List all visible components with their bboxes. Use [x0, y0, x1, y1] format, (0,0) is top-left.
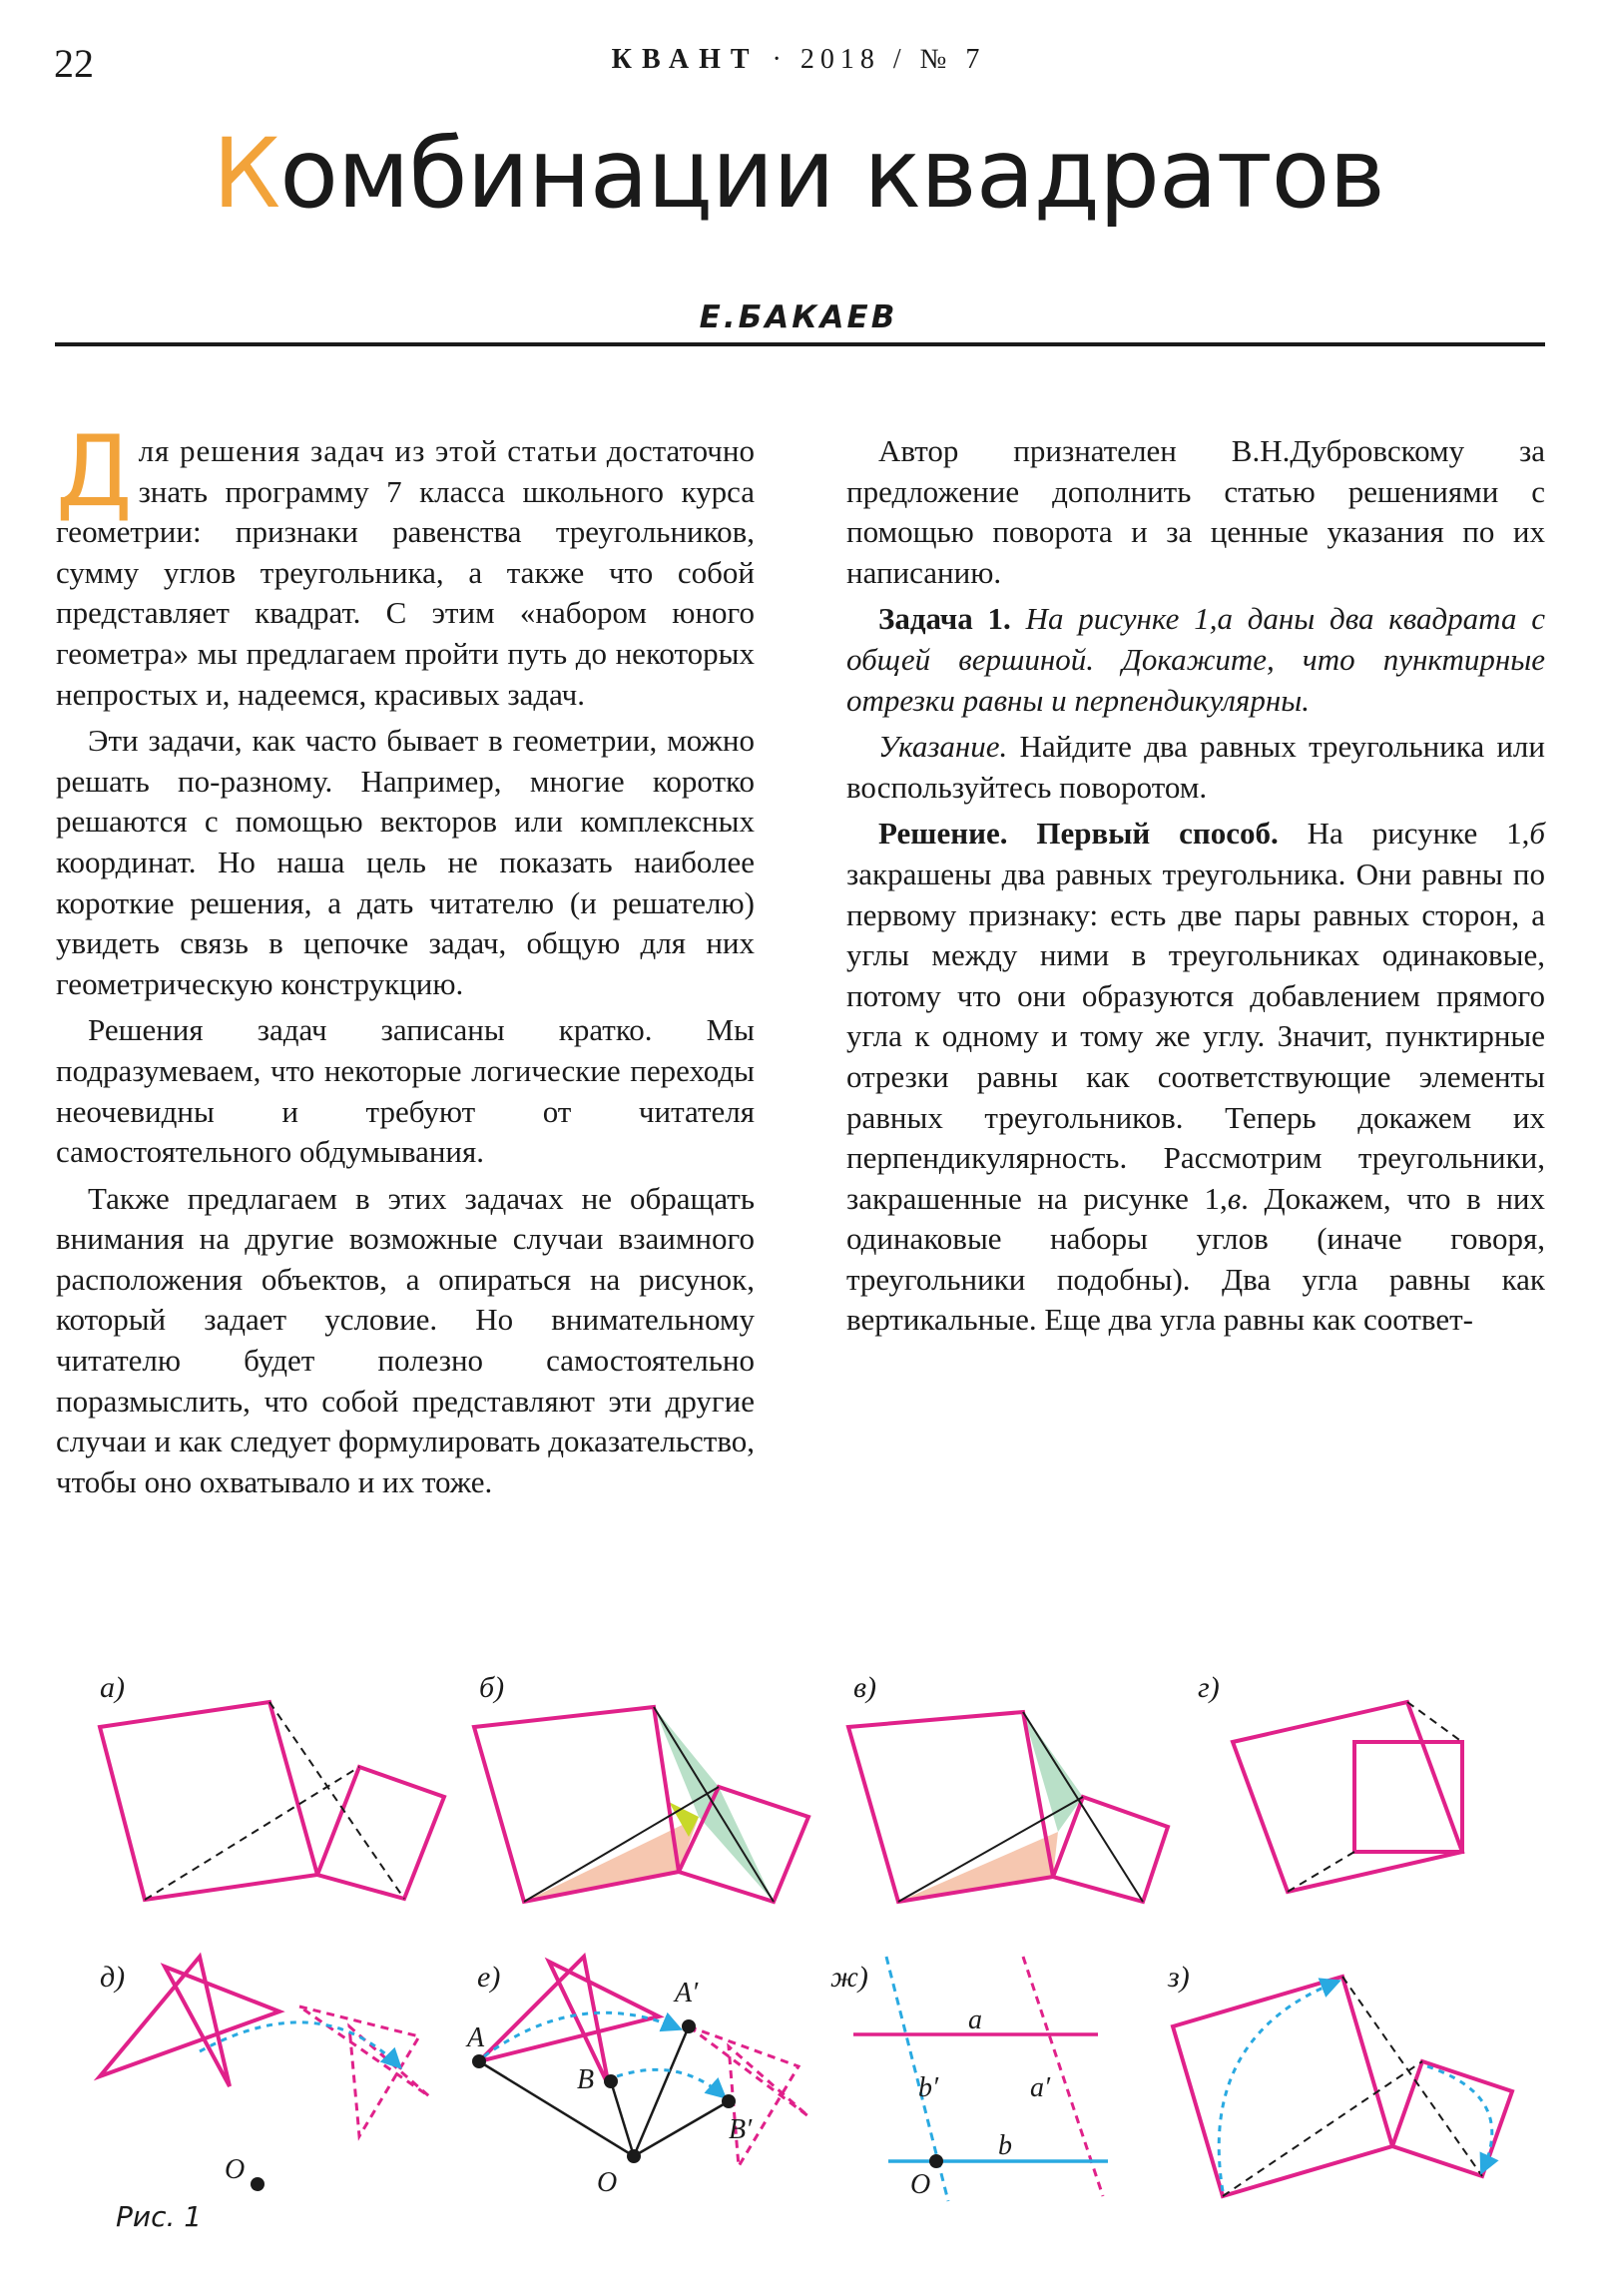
center-point: [251, 2177, 265, 2191]
panel-label-b: б): [479, 1671, 505, 1704]
point-O: [627, 2149, 641, 2163]
point-label-O: O: [597, 2167, 618, 2198]
panel-d: [1233, 1702, 1462, 1892]
panel-f: [465, 1957, 808, 2198]
page-number: 22: [54, 41, 94, 86]
label-b1: b′: [918, 2072, 939, 2103]
point-label-B1: B′: [729, 2114, 753, 2145]
big-square: [1233, 1702, 1462, 1892]
panel-b: [474, 1707, 808, 1902]
star-rotated: [689, 2026, 808, 2166]
task-text: На рисунке 1,а даны два квадрата с общей вершиной. Докажите, что пунктирные отрезки равны и перпендикулярны.: [846, 601, 1545, 718]
hint-text: Найдите два равных треугольника или воспользуйтесь поворотом.: [846, 729, 1545, 805]
task-1: [846, 599, 1545, 721]
drop-cap: Д: [56, 415, 133, 529]
panel-label-h: з): [1168, 1961, 1190, 1994]
panel-label-a: а): [100, 1671, 125, 1704]
article-author: Е.БАКАЕВ: [699, 299, 898, 335]
journal-header: [0, 44, 1597, 76]
point-label-O: O: [225, 2154, 246, 2185]
title-rest: омбинации квадратов: [279, 118, 1384, 230]
title-rule: [55, 342, 1545, 346]
solution-text-b: закрашены два равных треугольника. Они равны по первому признаку: есть две пары равных сторон, а углы между ними в треугольниках одинаковые, потому что они образуются добавлением прямого угла к одному и тому же углу. Значит, пунктирные отрезки равны как соответствующие элементы равных треугольников. Теперь докажем их перпендикулярность. Рассмотрим треугольники, закрашенные на рисунке 1,: [846, 856, 1545, 1216]
point-O: [929, 2154, 943, 2168]
panel-label-f: е): [477, 1961, 501, 1994]
dashed-segment-1: [1223, 2061, 1422, 2196]
small-square: [1354, 1742, 1462, 1852]
panel-h: [1173, 1977, 1512, 2196]
segment-OB1: [634, 2101, 729, 2156]
arrow-B: [617, 2069, 724, 2096]
segment-OA1: [634, 2026, 689, 2156]
paragraph-4: Также предлагаем в этих задачах не обращать внимания на другие возможные случаи взаимного расположения объектов, а опираться на рисунок, который задает условие. Но внимательному читателю будет полезно самостоятельно поразмыслить, что собой представляют эти другие случаи и как следует формулировать доказательство, чтобы оно охватывало и их тоже.: [56, 1180, 755, 1499]
small-square: [317, 1767, 444, 1899]
solution-text-a: На рисунке 1,: [1278, 816, 1530, 852]
panel-c: [848, 1712, 1168, 1902]
big-square: [1173, 1977, 1392, 2196]
figure-1: [0, 1657, 1597, 2276]
journal-issue: 2018 / № 7: [799, 44, 986, 75]
label-b: b: [998, 2130, 1012, 2161]
solution: [846, 814, 1545, 1341]
acknowledgement: Автор признателен В.Н.Дубровскому за предложение дополнить статью решениями с помощью поворота и за ценные указания по их написанию.: [846, 433, 1545, 590]
dashed-segment-2: [269, 1702, 404, 1899]
panel-e: [100, 1957, 429, 2191]
star-rotated: [299, 2007, 429, 2136]
panel-a: [100, 1702, 444, 1900]
point-A1: [682, 2019, 696, 2033]
figure-caption: Рис. 1: [116, 2200, 203, 2233]
intro-rest: достаточно знать программу 7 класса школьного курса геометрии: признаки равенства треугольников, сумму углов треугольника, а также что собой представляет квадрат. С этим «набором юного геометра» мы предлагаем пройти путь до некоторых непростых и, надеемся, красивых задач.: [56, 433, 755, 712]
star-original: [100, 1957, 279, 2086]
small-square: [1392, 2061, 1512, 2176]
solution-ref-c: в: [1227, 1180, 1242, 1216]
solution-text-c: . Докажем, что в них одинаковые наборы углов (иначе говоря, треугольники подобны). Два угла равны как вертикальные. Еще два угла равны как соответ-: [846, 1180, 1545, 1338]
panel-label-e: д): [100, 1961, 126, 1994]
hint-label: Указание.: [878, 729, 1008, 765]
point-label-A: A: [467, 2022, 485, 2053]
point-label-A1: A′: [675, 1978, 699, 2009]
panel-label-g: ж): [830, 1961, 868, 1994]
label-O: O: [910, 2169, 931, 2200]
pink-triangle: [898, 1832, 1058, 1902]
right-column: [846, 431, 1545, 1347]
intro-paragraph: [56, 415, 755, 715]
title-first-letter: К: [213, 118, 280, 230]
journal-separator: ·: [772, 44, 788, 75]
point-B1: [722, 2094, 736, 2108]
panel-label-c: в): [853, 1671, 877, 1704]
journal-name: КВАНТ: [611, 44, 760, 75]
paragraph-3: Решения задач записаны кратко. Мы подразумеваем, что некоторые логические переходы неочевидны и требуют от читателя самостоятельного обдумывания.: [56, 1012, 755, 1170]
panel-label-d: г): [1198, 1671, 1220, 1704]
rotation-arrow-big: [1219, 1982, 1337, 2191]
hint: [846, 727, 1545, 808]
star-original: [479, 1957, 659, 2086]
paragraph-2: Эти задачи, как часто бывает в геометрии, можно решать по-разному. Например, многие коротко решаются с помощью векторов или комплексных координат. Но наша цель не показать наиболее короткие решения, а дать читателю (и решателю) увидеть связь в цепочке задач, общую для них геометрическую конструкцию.: [56, 723, 755, 1001]
panel-g: [853, 1957, 1108, 2201]
article-title: [0, 118, 1597, 230]
big-square: [100, 1702, 317, 1900]
solution-label: Решение. Первый способ.: [878, 816, 1279, 852]
point-A: [472, 2054, 486, 2068]
task-label: Задача 1.: [878, 601, 1011, 637]
solution-ref-b: б: [1529, 816, 1546, 852]
left-column: [56, 415, 755, 1508]
point-label-B: B: [577, 2064, 595, 2095]
label-a1: a′: [1030, 2072, 1051, 2103]
intro-lead: ля решения задач из этой статьи: [138, 433, 599, 468]
point-B: [604, 2074, 618, 2088]
label-a: a: [968, 2005, 982, 2035]
